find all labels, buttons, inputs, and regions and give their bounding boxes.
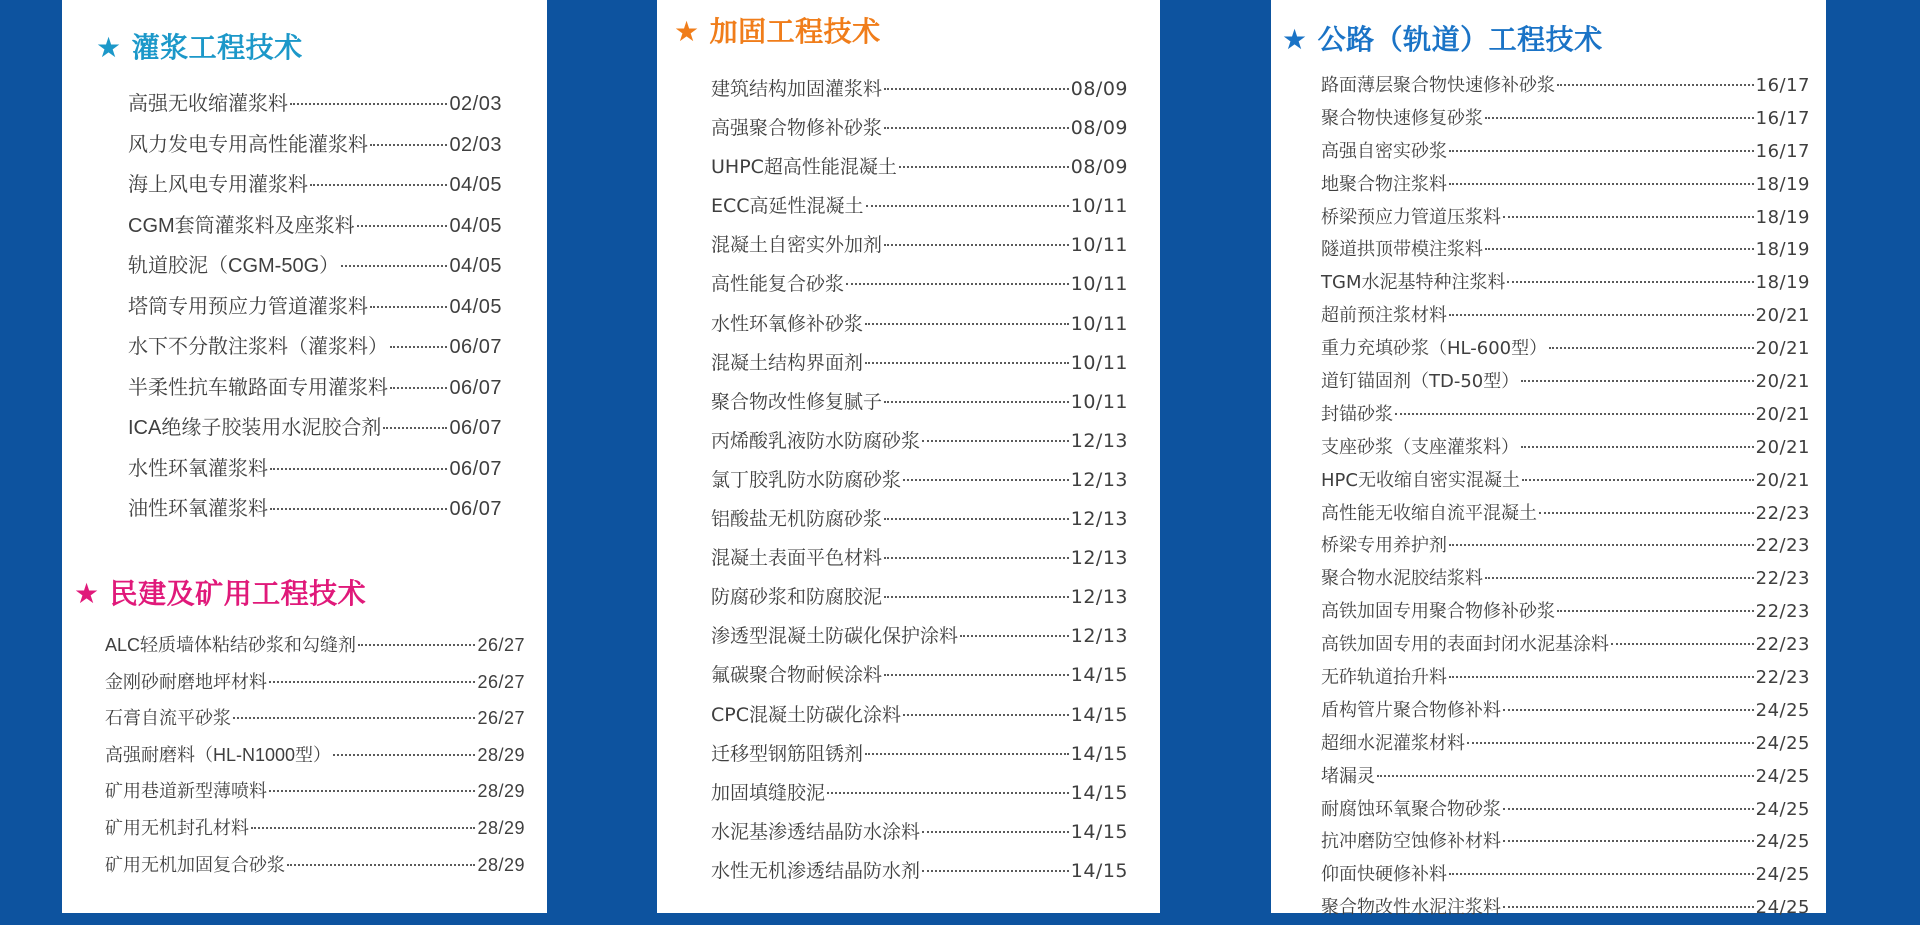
toc-item-name: 铝酸盐无机防腐砂浆 [711,508,883,531]
toc-item [1321,826,1810,859]
toc-item-name: 隧道拱顶带模注浆料 [1321,239,1483,261]
dot-leader [1539,512,1754,514]
toc-item-page: 12/13 [1070,586,1128,609]
toc-item [1321,333,1810,366]
toc-item [105,737,525,774]
toc-item-page: 14/15 [1070,820,1128,843]
dot-leader [390,346,447,348]
dot-leader [251,827,475,829]
toc-item-page: 16/17 [1755,107,1810,129]
toc-item-name: 金刚砂耐磨地坪材料 [105,671,267,692]
toc-item [1321,136,1810,169]
toc-item-name: 混凝土结构界面剂 [711,351,864,374]
dot-leader [269,790,475,792]
star-icon: ★ [674,15,700,48]
toc-item-name: 风力发电专用高性能灌浆料 [128,133,368,156]
toc-item-page: 04/05 [449,295,502,318]
toc-item [1321,103,1810,136]
dot-leader [1611,643,1754,645]
toc-item-page: 04/05 [449,214,502,237]
toc-item [711,500,1128,539]
toc-item-name: 高性能复合砂浆 [711,273,845,296]
toc-item-page: 12/13 [1070,429,1128,452]
toc-item-name: 塔筒专用预应力管道灌浆料 [128,295,368,318]
dot-leader [1485,577,1754,579]
dot-leader [922,831,1069,833]
toc-item [128,368,502,409]
toc-item [1321,465,1810,498]
dot-leader [1503,840,1754,842]
toc-item [711,305,1128,344]
dot-leader [310,184,447,186]
dot-leader [899,166,1069,168]
toc-item-page: 24/25 [1755,831,1810,853]
toc-item-page: 24/25 [1755,732,1810,754]
toc-item-name: CGM套筒灌浆料及座浆料 [128,214,355,237]
toc-item-name: 高性能无收缩自流平混凝土 [1321,502,1537,524]
toc-item [711,656,1128,695]
toc-item [711,148,1128,187]
toc-item-name: 聚合物快速修复砂浆 [1321,107,1483,129]
toc-item [711,187,1128,226]
highway-section-title [1282,24,1603,56]
toc-item [105,700,525,737]
reinforcement-section-title [674,16,881,48]
toc-item-page: 08/09 [1070,156,1128,179]
dot-leader [370,144,447,146]
toc-item-name: 聚合物改性修复腻子 [711,390,883,413]
toc-item-name: 桥梁预应力管道压浆料 [1321,206,1501,228]
dot-leader [270,508,447,510]
toc-item [1321,267,1810,300]
toc-item-name: 道钉锚固剂（TD-50型） [1321,371,1520,393]
toc-item-name: ECC高延性混凝土 [711,195,864,218]
toc-item [1321,859,1810,892]
toc-item-name: 路面薄层聚合物快速修补砂浆 [1321,75,1555,96]
reinforcement-title-text: 加固工程技术 [709,15,881,48]
toc-item [128,449,502,490]
toc-item-page: 02/03 [449,93,502,115]
toc-item-page: 14/15 [1070,781,1128,804]
toc-item [1321,70,1810,103]
toc-item-page: 10/11 [1070,273,1128,296]
toc-item [1321,234,1810,267]
toc-item-name: 海上风电专用灌浆料 [128,174,308,196]
toc-item-name: 抗冲磨防空蚀修补材料 [1321,831,1501,853]
toc-item-page: 24/25 [1755,864,1810,886]
toc-item [1321,728,1810,761]
dot-leader [383,427,447,429]
toc-item-page: 06/07 [449,336,502,358]
toc-item [1321,498,1810,531]
civil-mining-title-text: 民建及矿用工程技术 [109,577,367,610]
toc-item-name: HPC无收缩自密实混凝土 [1321,469,1520,491]
dot-leader [884,88,1069,90]
toc-item-page: 02/03 [449,133,502,156]
toc-item-name: 丙烯酸乳液防水防腐砂浆 [711,429,921,452]
toc-item-page: 22/23 [1755,634,1810,656]
toc-item [1321,695,1810,728]
dot-leader [1503,216,1754,218]
toc-item-page: 18/19 [1755,173,1810,195]
dot-leader [390,387,447,389]
dot-leader [884,244,1069,246]
toc-item-name: 高铁加固专用的表面封闭水泥基涂料 [1321,634,1609,656]
toc-item [128,165,502,206]
dot-leader [370,306,447,308]
dot-leader [1522,479,1754,481]
dot-leader [960,635,1069,637]
toc-item-page: 22/23 [1755,502,1810,524]
toc-item-page: 28/29 [477,817,525,838]
dot-leader [827,792,1069,794]
toc-item [1321,563,1810,596]
dot-leader [1395,413,1754,415]
toc-item [711,422,1128,461]
dot-leader [1503,906,1754,908]
toc-item-name: 高强聚合物修补砂浆 [711,117,883,140]
toc-item-page: 26/27 [477,708,525,729]
toc-item-page: 06/07 [449,417,502,439]
dot-leader [358,644,475,646]
grouting-title-text: 灌浆工程技术 [131,31,303,64]
toc-item [1321,892,1810,925]
toc-item-page: 20/21 [1755,436,1810,458]
toc-item-page: 04/05 [449,255,502,277]
toc-item-page: 24/25 [1755,765,1810,787]
toc-item [1321,169,1810,202]
toc-item-page: 10/11 [1070,312,1128,335]
toc-item-page: 14/15 [1070,859,1128,882]
toc-item-name: 堵漏灵 [1321,765,1375,787]
toc-item-name: 高强自密实砂浆 [1321,140,1447,162]
dot-leader [884,557,1069,559]
dot-leader [884,401,1069,403]
toc-item [711,265,1128,304]
toc-item-page: 04/05 [449,174,502,196]
toc-item-name: 水性无机渗透结晶防水剂 [711,859,921,882]
dot-leader [1521,446,1754,448]
toc-item [711,696,1128,735]
toc-item [711,383,1128,422]
dot-leader [1503,808,1754,810]
dot-leader [884,674,1069,676]
toc-item-page: 16/17 [1755,140,1810,162]
dot-leader [884,127,1069,129]
toc-item [1321,399,1810,432]
dot-leader [290,103,447,105]
toc-item-page: 06/07 [449,457,502,480]
toc-item [128,287,502,328]
dot-leader [865,362,1069,364]
toc-item-name: 矿用无机封孔材料 [105,817,249,838]
toc-item [1321,629,1810,662]
toc-item-name: 聚合物改性水泥注浆料 [1321,897,1501,919]
toc-item-name: 混凝土自密实外加剂 [711,234,883,257]
dot-leader [922,440,1069,442]
toc-item-page: 08/09 [1070,78,1128,100]
dot-leader [884,518,1069,520]
toc-item-page: 20/21 [1755,338,1810,360]
reinforcement-toc-list [711,70,1128,891]
toc-item-page: 06/07 [449,376,502,399]
civil-mining-toc-list [105,627,525,883]
toc-item-name: 水性环氧灌浆料 [128,457,268,480]
toc-item-page: 16/17 [1755,75,1810,96]
toc-item-name: 水泥基渗透结晶防水涂料 [711,820,921,843]
toc-item-name: 仰面快硬修补料 [1321,864,1447,886]
dot-leader [865,753,1069,755]
toc-item-name: 迁移型钢筋阻锈剂 [711,742,864,765]
dot-leader [1549,347,1754,349]
dot-leader [1449,150,1754,152]
toc-item-name: 氟碳聚合物耐候涂料 [711,664,883,687]
toc-item-page: 10/11 [1070,234,1128,257]
dot-leader [903,479,1069,481]
dot-leader [1467,742,1754,744]
toc-item [1321,366,1810,399]
toc-item-page: 18/19 [1755,206,1810,228]
toc-item [105,773,525,810]
toc-item-page: 20/21 [1755,469,1810,491]
dot-leader [357,225,448,227]
toc-item [1321,596,1810,629]
dot-leader [333,754,475,756]
toc-item-page: 26/27 [477,635,525,655]
highway-title-text: 公路（轨道）工程技术 [1317,23,1603,56]
toc-item-name: 超前预注浆材料 [1321,305,1447,327]
toc-item [1321,761,1810,794]
toc-item [1321,432,1810,465]
toc-item [711,226,1128,265]
toc-item-page: 22/23 [1755,667,1810,689]
toc-item-name: 氯丁胶乳防水防腐砂浆 [711,468,902,491]
dot-leader [1377,775,1754,777]
toc-item-name: 高强无收缩灌浆料 [128,93,288,115]
toc-item-page: 14/15 [1070,742,1128,765]
toc-item [128,327,502,368]
dot-leader [1449,676,1754,678]
toc-item-name: 加固填缝胶泥 [711,781,826,804]
star-icon: ★ [1282,23,1308,56]
toc-item [128,206,502,247]
dot-leader [922,870,1069,872]
toc-item-name: 超细水泥灌浆材料 [1321,732,1465,754]
toc-item-page: 24/25 [1755,798,1810,820]
star-icon: ★ [74,577,100,610]
dot-leader [903,714,1069,716]
toc-item-page: 10/11 [1070,195,1128,218]
toc-item [1321,794,1810,827]
toc-item [105,847,525,884]
toc-item [128,246,502,287]
toc-item-name: 盾构管片聚合物修补料 [1321,699,1501,721]
toc-item-name: 矿用巷道新型薄喷料 [105,781,267,802]
toc-item-name: 耐腐蚀环氧聚合物砂浆 [1321,798,1501,820]
dot-leader [269,681,475,683]
toc-item-page: 22/23 [1755,535,1810,557]
toc-item [711,70,1128,109]
toc-item [1321,300,1810,333]
dot-leader [287,864,475,866]
toc-item-name: 渗透型混凝土防碳化保护涂料 [711,625,959,648]
toc-item-page: 26/27 [477,671,525,692]
toc-item [1321,530,1810,563]
dot-leader [233,717,475,719]
highway-toc-list [1321,70,1810,925]
toc-item-page: 08/09 [1070,117,1128,140]
toc-item [711,852,1128,891]
dot-leader [341,265,447,267]
toc-item [1321,662,1810,695]
toc-item-page: 12/13 [1070,547,1128,570]
toc-item-name: CPC混凝土防碳化涂料 [711,703,901,726]
dot-leader [1449,314,1754,316]
toc-item-name: 混凝土表面平色材料 [711,547,883,570]
toc-item-name: 矿用无机加固复合砂浆 [105,854,285,875]
toc-item [128,125,502,166]
toc-item-name: 地聚合物注浆料 [1321,173,1447,195]
toc-item [128,489,502,530]
dot-leader [1449,183,1754,185]
dot-leader [1521,380,1753,382]
toc-item-name: 高铁加固专用聚合物修补砂浆 [1321,601,1555,623]
toc-item-name: 防腐砂浆和防腐胶泥 [711,586,883,609]
dot-leader [1557,84,1754,86]
toc-item [711,735,1128,774]
toc-item-page: 06/07 [449,498,502,520]
toc-item-page: 28/29 [477,744,525,765]
toc-item [105,810,525,847]
grouting-section-title [96,32,303,64]
toc-item [128,84,502,125]
dot-leader [846,283,1069,285]
toc-item-name: ICA绝缘子胶装用水泥胶合剂 [128,417,382,439]
toc-item-name: UHPC超高性能混凝土 [711,156,897,179]
toc-item-page: 14/15 [1070,703,1128,726]
toc-item-name: 水性环氧修补砂浆 [711,312,864,335]
toc-item [1321,202,1810,235]
dot-leader [1449,544,1754,546]
dot-leader [1503,709,1754,711]
toc-item-page: 28/29 [477,854,525,875]
dot-leader [1485,117,1754,119]
toc-item [711,617,1128,656]
toc-item-name: 聚合物水泥胶结浆料 [1321,568,1483,590]
dot-leader [1507,281,1753,283]
toc-item [711,344,1128,383]
toc-item-page: 24/25 [1755,699,1810,721]
star-icon: ★ [96,31,122,64]
toc-item [711,578,1128,617]
toc-item-page: 12/13 [1070,625,1128,648]
dot-leader [1557,610,1754,612]
toc-item-name: 支座砂浆（支座灌浆料） [1321,436,1519,458]
toc-item-name: 桥梁专用养护剂 [1321,535,1447,557]
dot-leader [270,468,447,470]
toc-item-name: 封锚砂浆 [1321,403,1393,425]
toc-item-name: 高强耐磨料（HL-N1000型） [105,744,332,765]
toc-item-name: 无砟轨道抬升料 [1321,667,1447,689]
toc-item-name: 轨道胶泥（CGM-50G） [128,255,340,277]
toc-item-name: 油性环氧灌浆料 [128,498,268,520]
toc-item-page: 22/23 [1755,568,1810,590]
toc-item-page: 12/13 [1070,468,1128,491]
toc-item-page: 28/29 [477,781,525,802]
civil-mining-section-title [74,578,366,610]
toc-item-page: 20/21 [1755,403,1810,425]
dot-leader [1449,873,1754,875]
dot-leader [865,323,1069,325]
toc-item [711,774,1128,813]
toc-item-page: 14/15 [1070,664,1128,687]
toc-item-name: 石膏自流平砂浆 [105,708,231,729]
toc-item-page: 12/13 [1070,508,1128,531]
toc-item [711,813,1128,852]
toc-item [105,664,525,701]
toc-item-name: 半柔性抗车辙路面专用灌浆料 [128,376,388,399]
toc-item-name: ALC轻质墙体粘结砂浆和勾缝剂 [105,635,357,655]
toc-item-page: 18/19 [1755,272,1810,294]
toc-item-name: 水下不分散注浆料（灌浆料） [128,336,388,358]
toc-item-name: TGM水泥基特种注浆料 [1321,272,1506,294]
toc-item-page: 18/19 [1755,239,1810,261]
toc-item-page: 10/11 [1070,351,1128,374]
grouting-toc-list [128,84,502,530]
toc-item [128,408,502,449]
toc-item [105,627,525,664]
toc-item-page: 24/25 [1755,897,1810,919]
toc-item [711,109,1128,148]
toc-item-page: 10/11 [1070,390,1128,413]
toc-item-page: 20/21 [1755,371,1810,393]
dot-leader [866,205,1069,207]
toc-item-page: 20/21 [1755,305,1810,327]
dot-leader [884,596,1069,598]
toc-item-name: 重力充填砂浆（HL-600型） [1321,338,1548,360]
toc-item-page: 22/23 [1755,601,1810,623]
toc-item [711,461,1128,500]
toc-item [711,539,1128,578]
toc-item-name: 建筑结构加固灌浆料 [711,78,883,100]
dot-leader [1485,248,1754,250]
